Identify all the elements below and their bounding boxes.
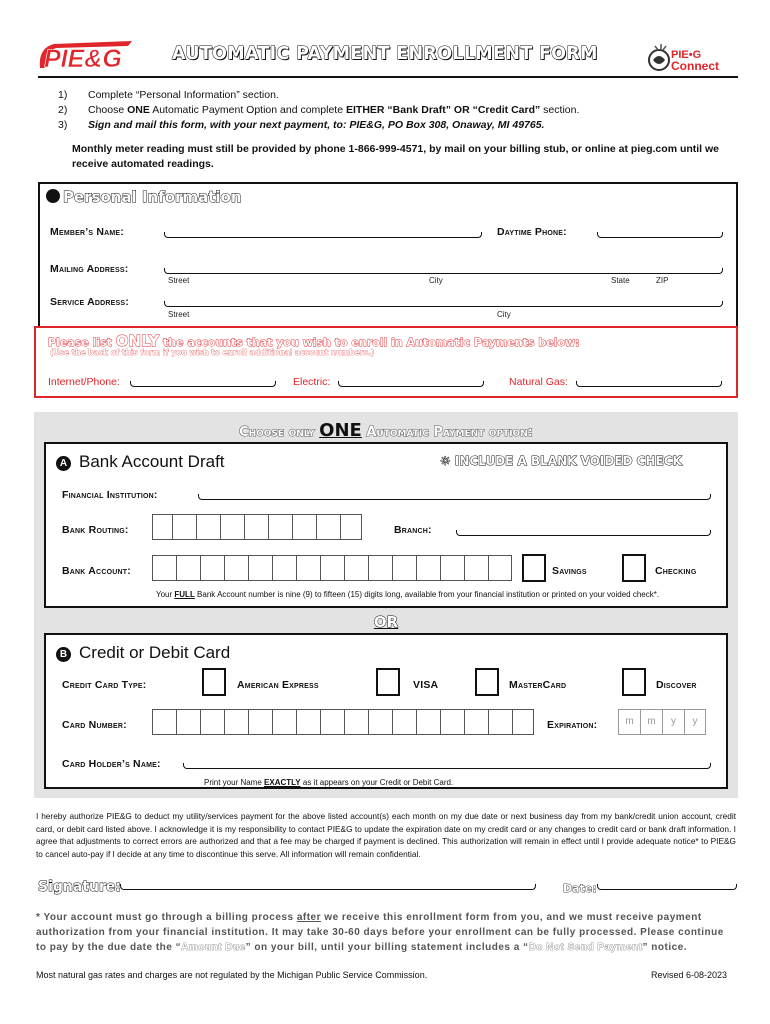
mastercard-checkbox[interactable] — [475, 668, 499, 696]
mailing-zip-caption: ZIP — [656, 276, 669, 285]
savings-checkbox[interactable] — [522, 554, 546, 582]
member-name-label: Member’s Name: — [50, 226, 124, 238]
internet-phone-label: Internet/Phone: — [48, 376, 120, 388]
expiration-label: Expiration: — [547, 719, 598, 731]
branch-label: Branch: — [394, 524, 432, 536]
svg-text:Connect: Connect — [671, 59, 719, 73]
daytime-phone-label: Daytime Phone: — [497, 226, 567, 238]
service-address-field[interactable] — [164, 301, 723, 307]
mailing-address-field[interactable] — [164, 268, 723, 274]
service-street-caption: Street — [168, 310, 190, 319]
title-rule — [38, 76, 738, 78]
svg-text:PIE•G: PIE•G — [671, 49, 702, 61]
discover-checkbox[interactable] — [622, 668, 646, 696]
date-label: Date: — [563, 882, 597, 895]
credit-card-title: B Credit or Debit Card — [56, 643, 230, 663]
card-number-field[interactable] — [152, 709, 534, 735]
regulation-note: Most natural gas rates and charges are not regulated by the Michigan Public Service Commission. — [36, 970, 428, 980]
expiration-field[interactable]: m m y y — [618, 709, 706, 735]
mailing-address-label: Mailing Address: — [50, 263, 129, 275]
electric-account-field[interactable] — [338, 381, 484, 387]
pieg-connect-logo — [647, 38, 735, 78]
checking-checkbox[interactable] — [622, 554, 646, 582]
bank-routing-field[interactable] — [152, 514, 362, 540]
card-number-label: Card Number: — [62, 719, 127, 731]
checking-label: Checking — [655, 565, 697, 577]
revision-date: Revised 6-08-2023 — [651, 970, 728, 980]
bank-account-note: Your FULL Bank Account number is nine (9) to fifteen (15) digits long, available from your financial institution or printed on your voided check*. — [156, 590, 660, 599]
processing-footnote: * Your account must go through a billing process after we receive this enrollment form from you, and we must receive payment authorization from your financial institution. It may take 30-60 days before your enrollment can be fully processed. Please continue to pay by the due date the “Amount Due” on your bill, until your billing statement includes a “Do Not Send Payment” notice. — [36, 912, 724, 953]
bullet-icon — [46, 189, 60, 203]
accounts-subheading: (Use the back of this form if you wish to enroll additional account numbers.) — [50, 348, 375, 357]
daytime-phone-field[interactable] — [597, 232, 723, 238]
instruction-2: 2) Choose ONE Automatic Payment Option and complete EITHER “Bank Draft” OR “Credit Card” section. — [58, 104, 580, 116]
natural-gas-account-field[interactable] — [576, 381, 722, 387]
form-title: AUTOMATIC PAYMENT ENROLLMENT FORM — [172, 44, 598, 64]
instruction-3: 3) Sign and mail this form, with your next payment, to: PIE&G, PO Box 308, Onaway, MI 49765. — [58, 119, 545, 131]
include-voided-check-note: ☼ INCLUDE A BLANK VOIDED CHECK — [440, 454, 682, 468]
internet-phone-account-field[interactable] — [130, 381, 276, 387]
bank-account-field[interactable] — [152, 555, 512, 581]
option-b-badge: B — [56, 647, 71, 662]
mailing-street-caption: Street — [168, 276, 190, 285]
date-field[interactable] — [597, 884, 737, 890]
savings-label: Savings — [552, 565, 587, 577]
financial-institution-label: Financial Institution: — [62, 489, 158, 501]
mailing-state-caption: State — [611, 276, 630, 285]
card-holder-note: Print your Name EXACTLY as it appears on your Credit or Debit Card. — [204, 778, 454, 787]
service-city-caption: City — [497, 310, 511, 319]
bank-draft-title: A Bank Account Draft — [56, 452, 225, 472]
electric-label: Electric: — [293, 376, 331, 388]
card-holder-name-field[interactable] — [183, 763, 711, 769]
mailing-city-caption: City — [429, 276, 443, 285]
signature-label: Signature: — [38, 879, 121, 895]
service-address-label: Service Address: — [50, 296, 129, 308]
meter-reading-notice: Monthly meter reading must still be provided by phone 1-866-999-4571, by mail on your billing stub, or online at pieg.com until we receive automated readings. — [72, 143, 720, 170]
bank-routing-label: Bank Routing: — [62, 524, 129, 536]
or-divider: OR — [373, 613, 399, 631]
member-name-field[interactable] — [164, 232, 482, 238]
branch-field[interactable] — [456, 530, 711, 536]
discover-label: Discover — [656, 679, 697, 691]
choose-one-heading: Choose only ONE Automatic Payment option: — [239, 420, 533, 441]
pieg-logo — [36, 38, 136, 74]
option-a-badge: A — [56, 456, 71, 471]
personal-information-heading: Personal Information — [46, 188, 242, 206]
accounts-heading: Please list ONLY the accounts that you wish to enroll in Automatic Payments below: — [48, 332, 580, 350]
card-holder-name-label: Card Holder’s Name: — [62, 758, 161, 770]
visa-label: VISA — [413, 679, 439, 691]
natural-gas-label: Natural Gas: — [509, 376, 568, 388]
card-type-label: Credit Card Type: — [62, 679, 147, 691]
logo-text: PIE&G — [44, 45, 122, 73]
financial-institution-field[interactable] — [198, 494, 711, 500]
instruction-1: 1) Complete “Personal Information” section. — [58, 89, 279, 101]
amex-checkbox[interactable] — [202, 668, 226, 696]
amex-label: American Express — [237, 679, 319, 691]
visa-checkbox[interactable] — [376, 668, 400, 696]
signature-field[interactable] — [120, 884, 536, 890]
mastercard-label: MasterCard — [509, 679, 567, 691]
bank-account-label: Bank Account: — [62, 565, 131, 577]
authorization-text: I hereby authorize PIE&G to deduct my utility/services payment for the above listed account(s) each month on my due date or next business day from my bank/credit union account, credit card, or debit card listed above. I acknowledge it is my responsibility to contact PIE&G to update the expiration date on my credit card or any changes to credit card or bank draft information. I agree that adjustments to correct errors are authorized and that a fee may be charged if payment is declined. This authorization will remain in effect until I provide adequate notice* to PIE&G to cancel auto-pay if I decide at any time to discontinue this serve. All information will remain confidential. — [36, 811, 736, 859]
